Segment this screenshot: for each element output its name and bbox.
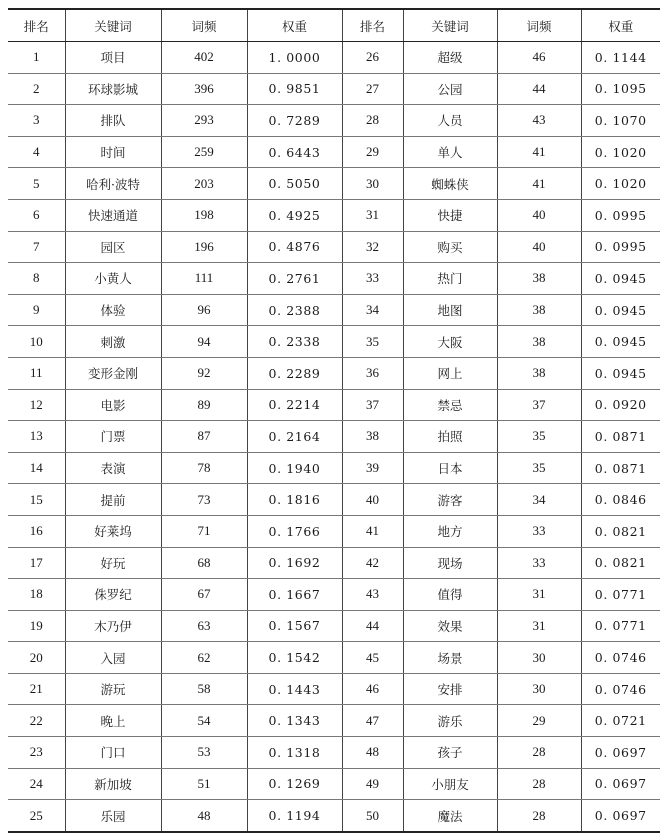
cell-weight-right: 0. 0945 xyxy=(581,326,660,358)
table-row xyxy=(8,105,660,137)
cell-rank-left: 1 xyxy=(8,42,65,74)
cell-weight-right: 0. 1020 xyxy=(581,136,660,168)
cell-frequency-left: 71 xyxy=(161,515,247,547)
cell-frequency-right: 41 xyxy=(497,136,581,168)
cell-frequency-left: 259 xyxy=(161,136,247,168)
cell-rank-right: 35 xyxy=(342,326,403,358)
cell-rank-left: 5 xyxy=(8,168,65,200)
table-row xyxy=(8,768,660,800)
cell-weight-right: 0. 0697 xyxy=(581,768,660,800)
cell-rank-left: 9 xyxy=(8,294,65,326)
cell-keyword-left: 体验 xyxy=(65,294,161,326)
cell-rank-left: 17 xyxy=(8,547,65,579)
cell-frequency-left: 87 xyxy=(161,421,247,453)
cell-weight-right: 0. 0871 xyxy=(581,421,660,453)
cell-keyword-right: 热门 xyxy=(403,263,497,295)
cell-weight-left: 0. 1816 xyxy=(247,484,342,516)
table-row xyxy=(8,326,660,358)
cell-keyword-right: 游乐 xyxy=(403,705,497,737)
table-row xyxy=(8,515,660,547)
cell-rank-right: 45 xyxy=(342,642,403,674)
cell-rank-left: 19 xyxy=(8,610,65,642)
cell-rank-right: 46 xyxy=(342,673,403,705)
cell-keyword-left: 晚上 xyxy=(65,705,161,737)
cell-keyword-left: 木乃伊 xyxy=(65,610,161,642)
cell-frequency-right: 38 xyxy=(497,294,581,326)
cell-weight-left: 0. 2289 xyxy=(247,357,342,389)
cell-keyword-right: 购买 xyxy=(403,231,497,263)
cell-weight-right: 0. 0945 xyxy=(581,294,660,326)
cell-weight-left: 0. 6443 xyxy=(247,136,342,168)
cell-rank-right: 29 xyxy=(342,136,403,168)
cell-frequency-right: 34 xyxy=(497,484,581,516)
cell-rank-right: 42 xyxy=(342,547,403,579)
cell-weight-left: 0. 1443 xyxy=(247,673,342,705)
cell-keyword-left: 快速通道 xyxy=(65,199,161,231)
cell-weight-left: 0. 2388 xyxy=(247,294,342,326)
cell-weight-right: 0. 1144 xyxy=(581,42,660,74)
cell-weight-left: 0. 1542 xyxy=(247,642,342,674)
table-row xyxy=(8,389,660,421)
cell-weight-left: 0. 7289 xyxy=(247,105,342,137)
cell-rank-left: 23 xyxy=(8,737,65,769)
cell-frequency-right: 44 xyxy=(497,73,581,105)
cell-weight-left: 0. 2761 xyxy=(247,263,342,295)
cell-frequency-left: 94 xyxy=(161,326,247,358)
cell-rank-left: 16 xyxy=(8,515,65,547)
cell-keyword-right: 蜘蛛侠 xyxy=(403,168,497,200)
cell-keyword-right: 公园 xyxy=(403,73,497,105)
header-rank-right: 排名 xyxy=(342,9,403,42)
cell-weight-left: 0. 1567 xyxy=(247,610,342,642)
cell-keyword-right: 大阪 xyxy=(403,326,497,358)
cell-rank-right: 30 xyxy=(342,168,403,200)
table-row xyxy=(8,294,660,326)
cell-rank-right: 47 xyxy=(342,705,403,737)
cell-keyword-left: 园区 xyxy=(65,231,161,263)
cell-weight-right: 0. 0746 xyxy=(581,642,660,674)
cell-keyword-left: 项目 xyxy=(65,42,161,74)
cell-rank-left: 18 xyxy=(8,579,65,611)
cell-weight-right: 0. 0771 xyxy=(581,610,660,642)
cell-weight-left: 0. 1194 xyxy=(247,800,342,832)
cell-frequency-left: 51 xyxy=(161,768,247,800)
cell-frequency-left: 203 xyxy=(161,168,247,200)
cell-rank-right: 36 xyxy=(342,357,403,389)
cell-keyword-left: 提前 xyxy=(65,484,161,516)
cell-keyword-left: 乐园 xyxy=(65,800,161,832)
cell-frequency-right: 30 xyxy=(497,673,581,705)
cell-weight-right: 0. 1070 xyxy=(581,105,660,137)
cell-frequency-right: 31 xyxy=(497,579,581,611)
cell-weight-right: 0. 1095 xyxy=(581,73,660,105)
cell-frequency-right: 38 xyxy=(497,263,581,295)
table-row xyxy=(8,357,660,389)
header-rank-left: 排名 xyxy=(8,9,65,42)
cell-frequency-right: 46 xyxy=(497,42,581,74)
cell-weight-right: 0. 0697 xyxy=(581,800,660,832)
cell-weight-right: 0. 0821 xyxy=(581,515,660,547)
cell-rank-left: 2 xyxy=(8,73,65,105)
cell-rank-left: 3 xyxy=(8,105,65,137)
cell-keyword-right: 人员 xyxy=(403,105,497,137)
cell-rank-left: 25 xyxy=(8,800,65,832)
cell-weight-right: 0. 0721 xyxy=(581,705,660,737)
cell-rank-left: 21 xyxy=(8,673,65,705)
cell-frequency-left: 293 xyxy=(161,105,247,137)
cell-keyword-right: 安排 xyxy=(403,673,497,705)
cell-keyword-left: 好莱坞 xyxy=(65,515,161,547)
cell-rank-left: 14 xyxy=(8,452,65,484)
cell-weight-right: 0. 0746 xyxy=(581,673,660,705)
cell-weight-left: 0. 1692 xyxy=(247,547,342,579)
cell-weight-right: 0. 0871 xyxy=(581,452,660,484)
cell-rank-left: 7 xyxy=(8,231,65,263)
cell-rank-right: 28 xyxy=(342,105,403,137)
cell-rank-left: 11 xyxy=(8,357,65,389)
keyword-frequency-table-container xyxy=(8,8,660,833)
cell-weight-left: 0. 1318 xyxy=(247,737,342,769)
cell-frequency-left: 111 xyxy=(161,263,247,295)
cell-weight-left: 0. 1269 xyxy=(247,768,342,800)
cell-frequency-right: 30 xyxy=(497,642,581,674)
cell-keyword-left: 门口 xyxy=(65,737,161,769)
cell-rank-left: 20 xyxy=(8,642,65,674)
cell-rank-right: 43 xyxy=(342,579,403,611)
table-row xyxy=(8,484,660,516)
cell-rank-right: 38 xyxy=(342,421,403,453)
cell-rank-right: 37 xyxy=(342,389,403,421)
cell-weight-right: 0. 0920 xyxy=(581,389,660,421)
cell-weight-left: 0. 4876 xyxy=(247,231,342,263)
cell-keyword-right: 值得 xyxy=(403,579,497,611)
cell-frequency-left: 198 xyxy=(161,199,247,231)
table-row xyxy=(8,673,660,705)
cell-keyword-right: 游客 xyxy=(403,484,497,516)
cell-keyword-right: 魔法 xyxy=(403,800,497,832)
cell-frequency-right: 28 xyxy=(497,768,581,800)
cell-weight-right: 0. 1020 xyxy=(581,168,660,200)
cell-rank-right: 44 xyxy=(342,610,403,642)
cell-rank-left: 22 xyxy=(8,705,65,737)
cell-keyword-left: 好玩 xyxy=(65,547,161,579)
table-row xyxy=(8,642,660,674)
cell-keyword-left: 哈利·波特 xyxy=(65,168,161,200)
cell-weight-left: 0. 9851 xyxy=(247,73,342,105)
cell-keyword-right: 地图 xyxy=(403,294,497,326)
cell-weight-right: 0. 0945 xyxy=(581,357,660,389)
cell-weight-left: 0. 1343 xyxy=(247,705,342,737)
cell-frequency-right: 41 xyxy=(497,168,581,200)
cell-frequency-right: 43 xyxy=(497,105,581,137)
table-row xyxy=(8,42,660,74)
table-row xyxy=(8,263,660,295)
header-keyword-right: 关键词 xyxy=(403,9,497,42)
cell-keyword-left: 刺激 xyxy=(65,326,161,358)
cell-keyword-right: 单人 xyxy=(403,136,497,168)
cell-frequency-left: 196 xyxy=(161,231,247,263)
cell-keyword-left: 变形金刚 xyxy=(65,357,161,389)
cell-frequency-right: 38 xyxy=(497,326,581,358)
cell-rank-right: 31 xyxy=(342,199,403,231)
cell-rank-left: 12 xyxy=(8,389,65,421)
cell-frequency-left: 73 xyxy=(161,484,247,516)
cell-rank-left: 4 xyxy=(8,136,65,168)
cell-frequency-left: 53 xyxy=(161,737,247,769)
cell-frequency-left: 54 xyxy=(161,705,247,737)
cell-frequency-right: 38 xyxy=(497,357,581,389)
cell-keyword-left: 侏罗纪 xyxy=(65,579,161,611)
cell-rank-left: 8 xyxy=(8,263,65,295)
cell-keyword-left: 电影 xyxy=(65,389,161,421)
cell-keyword-left: 环球影城 xyxy=(65,73,161,105)
table-row xyxy=(8,421,660,453)
cell-keyword-right: 网上 xyxy=(403,357,497,389)
cell-keyword-left: 新加坡 xyxy=(65,768,161,800)
cell-weight-left: 0. 1766 xyxy=(247,515,342,547)
cell-rank-right: 39 xyxy=(342,452,403,484)
header-weight-left: 权重 xyxy=(247,9,342,42)
cell-keyword-left: 门票 xyxy=(65,421,161,453)
cell-keyword-right: 禁忌 xyxy=(403,389,497,421)
cell-keyword-right: 孩子 xyxy=(403,737,497,769)
cell-weight-left: 0. 1940 xyxy=(247,452,342,484)
cell-weight-left: 0. 1667 xyxy=(247,579,342,611)
cell-frequency-right: 31 xyxy=(497,610,581,642)
cell-rank-right: 50 xyxy=(342,800,403,832)
cell-frequency-right: 33 xyxy=(497,547,581,579)
cell-frequency-left: 62 xyxy=(161,642,247,674)
cell-keyword-left: 小黄人 xyxy=(65,263,161,295)
cell-keyword-left: 表演 xyxy=(65,452,161,484)
cell-rank-right: 27 xyxy=(342,73,403,105)
cell-frequency-left: 67 xyxy=(161,579,247,611)
cell-rank-left: 13 xyxy=(8,421,65,453)
cell-weight-right: 0. 0945 xyxy=(581,263,660,295)
cell-weight-left: 0. 2164 xyxy=(247,421,342,453)
cell-keyword-left: 入园 xyxy=(65,642,161,674)
cell-frequency-right: 28 xyxy=(497,737,581,769)
cell-keyword-right: 地方 xyxy=(403,515,497,547)
table-row xyxy=(8,705,660,737)
cell-rank-right: 33 xyxy=(342,263,403,295)
cell-rank-right: 26 xyxy=(342,42,403,74)
cell-keyword-left: 排队 xyxy=(65,105,161,137)
cell-frequency-right: 29 xyxy=(497,705,581,737)
table-row xyxy=(8,610,660,642)
cell-weight-right: 0. 0995 xyxy=(581,199,660,231)
cell-frequency-right: 37 xyxy=(497,389,581,421)
cell-rank-right: 40 xyxy=(342,484,403,516)
cell-frequency-left: 68 xyxy=(161,547,247,579)
cell-frequency-left: 396 xyxy=(161,73,247,105)
cell-keyword-right: 拍照 xyxy=(403,421,497,453)
cell-keyword-right: 效果 xyxy=(403,610,497,642)
table-row xyxy=(8,73,660,105)
cell-weight-left: 0. 4925 xyxy=(247,199,342,231)
cell-frequency-left: 48 xyxy=(161,800,247,832)
cell-frequency-right: 35 xyxy=(497,452,581,484)
cell-frequency-right: 35 xyxy=(497,421,581,453)
cell-weight-right: 0. 0846 xyxy=(581,484,660,516)
cell-frequency-left: 63 xyxy=(161,610,247,642)
cell-frequency-left: 58 xyxy=(161,673,247,705)
table-body xyxy=(8,42,660,832)
cell-frequency-left: 96 xyxy=(161,294,247,326)
cell-keyword-right: 超级 xyxy=(403,42,497,74)
cell-keyword-right: 小朋友 xyxy=(403,768,497,800)
cell-frequency-right: 40 xyxy=(497,231,581,263)
cell-frequency-right: 33 xyxy=(497,515,581,547)
table-row xyxy=(8,737,660,769)
keyword-frequency-table xyxy=(8,8,660,833)
cell-rank-right: 48 xyxy=(342,737,403,769)
table-row xyxy=(8,579,660,611)
table-row xyxy=(8,452,660,484)
cell-keyword-right: 现场 xyxy=(403,547,497,579)
cell-rank-right: 34 xyxy=(342,294,403,326)
cell-frequency-right: 28 xyxy=(497,800,581,832)
cell-frequency-left: 402 xyxy=(161,42,247,74)
cell-rank-left: 15 xyxy=(8,484,65,516)
header-frequency-left: 词频 xyxy=(161,9,247,42)
cell-keyword-right: 快捷 xyxy=(403,199,497,231)
cell-keyword-left: 时间 xyxy=(65,136,161,168)
table-header-row xyxy=(8,9,660,42)
table-row xyxy=(8,168,660,200)
cell-weight-right: 0. 0995 xyxy=(581,231,660,263)
cell-weight-left: 0. 2214 xyxy=(247,389,342,421)
cell-weight-right: 0. 0771 xyxy=(581,579,660,611)
table-row xyxy=(8,231,660,263)
cell-rank-right: 32 xyxy=(342,231,403,263)
cell-frequency-left: 78 xyxy=(161,452,247,484)
cell-weight-left: 1. 0000 xyxy=(247,42,342,74)
cell-frequency-right: 40 xyxy=(497,199,581,231)
cell-rank-left: 6 xyxy=(8,199,65,231)
table-row xyxy=(8,199,660,231)
header-keyword-left: 关键词 xyxy=(65,9,161,42)
cell-rank-left: 24 xyxy=(8,768,65,800)
cell-weight-left: 0. 2338 xyxy=(247,326,342,358)
header-frequency-right: 词频 xyxy=(497,9,581,42)
cell-frequency-left: 89 xyxy=(161,389,247,421)
table-row xyxy=(8,547,660,579)
cell-rank-left: 10 xyxy=(8,326,65,358)
cell-keyword-right: 场景 xyxy=(403,642,497,674)
cell-weight-right: 0. 0697 xyxy=(581,737,660,769)
cell-keyword-right: 日本 xyxy=(403,452,497,484)
cell-weight-left: 0. 5050 xyxy=(247,168,342,200)
cell-rank-right: 49 xyxy=(342,768,403,800)
cell-keyword-left: 游玩 xyxy=(65,673,161,705)
cell-frequency-left: 92 xyxy=(161,357,247,389)
table-row xyxy=(8,136,660,168)
cell-rank-right: 41 xyxy=(342,515,403,547)
cell-weight-right: 0. 0821 xyxy=(581,547,660,579)
header-weight-right: 权重 xyxy=(581,9,660,42)
